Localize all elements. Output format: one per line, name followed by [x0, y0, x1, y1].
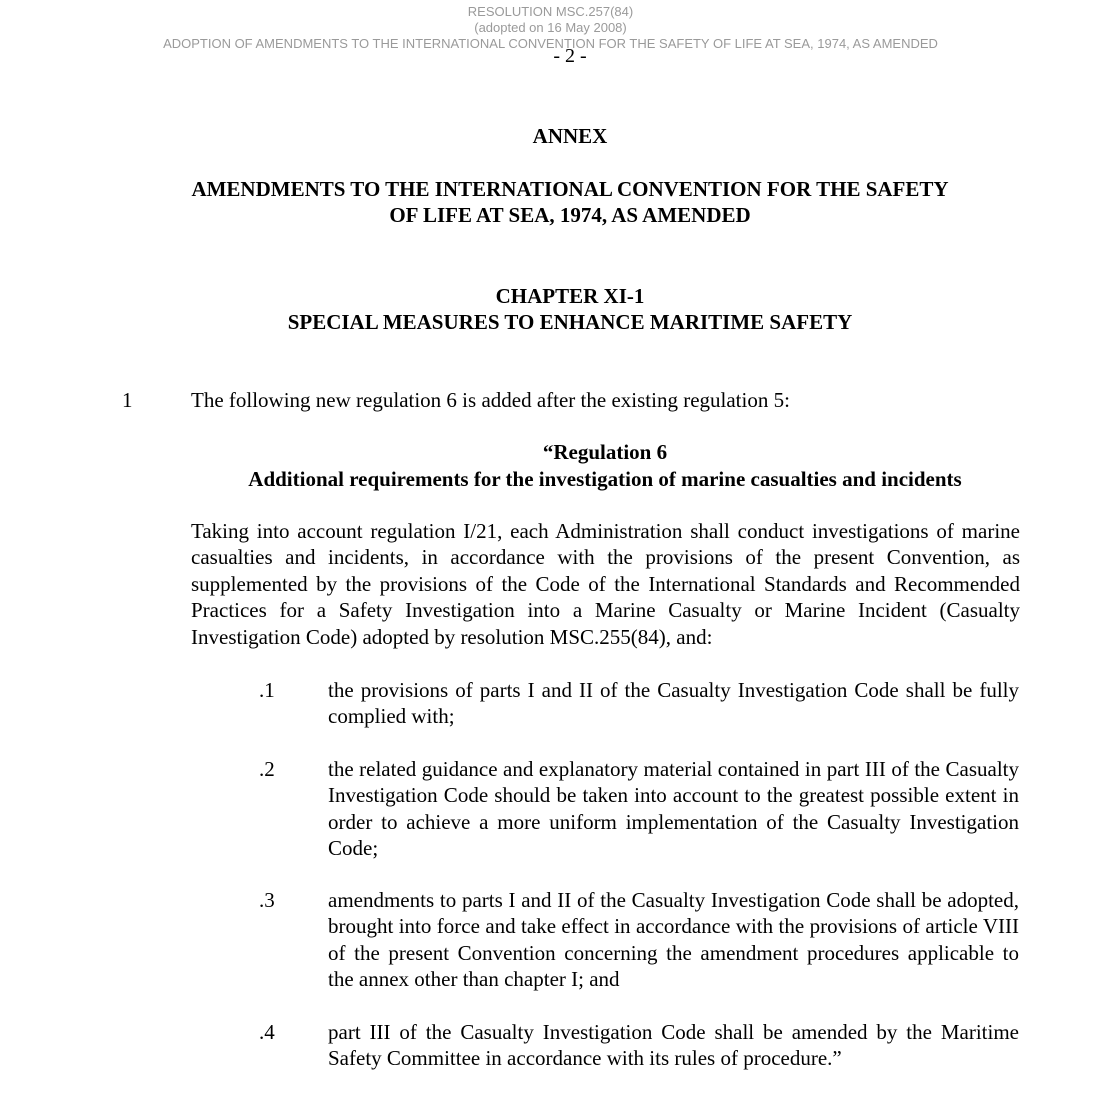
- list-item-text: the provisions of parts I and II of the Casualty Investigation Code shall be fully complied with;: [328, 678, 1019, 729]
- list-item-number: .1: [259, 678, 275, 702]
- list-item-text: the related guidance and explanatory material contained in part III of the Casualty Investigation Code should be taken into account to the greatest possible extent in order to achieve a more uniform implementation of the Casualty Investigation Code;: [328, 757, 1019, 861]
- regulation-title: Additional requirements for the investigation of marine casualties and incidents: [248, 467, 962, 491]
- paragraph-text: The following new regulation 6 is added after the existing regulation 5:: [191, 388, 790, 412]
- page-number: - 2 -: [553, 45, 587, 67]
- list-item-text: amendments to parts I and II of the Casualty Investigation Code shall be adopted, brought into force and take effect in accordance with the provisions of article VIII of the present Convention concerning the amendment procedures applicable to the annex other than chapter I; and: [328, 888, 1019, 992]
- list-item-text: part III of the Casualty Investigation Code shall be amended by the Maritime Safety Committee in accordance with its rules of procedure.”: [328, 1020, 1019, 1071]
- paragraph-number: 1: [122, 388, 133, 412]
- header-resolution: RESOLUTION MSC.257(84): [467, 4, 634, 19]
- header-title: ADOPTION OF AMENDMENTS TO THE INTERNATIONAL CONVENTION FOR THE SAFETY OF LIFE AT SEA, 1974, AS AMENDED: [163, 36, 938, 51]
- list-item-number: .3: [259, 888, 275, 912]
- annex-title-line-1: AMENDMENTS TO THE INTERNATIONAL CONVENTION FOR THE SAFETY: [191, 177, 949, 201]
- chapter-title: SPECIAL MEASURES TO ENHANCE MARITIME SAFETY: [287, 310, 853, 334]
- annex-label: ANNEX: [532, 124, 608, 148]
- header-adopted-date: (adopted on 16 May 2008): [474, 20, 627, 35]
- annex-title-line-2: OF LIFE AT SEA, 1974, AS AMENDED: [389, 203, 751, 227]
- list-item-number: .2: [259, 757, 275, 781]
- regulation-intro: Taking into account regulation I/21, each Administration shall conduct investigations of marine casualties and incidents, in accordance with the provisions of the present Convention, as supplemented by the provisions of the Code of the International Standards and Recommended Practices for a Safety Investigation into a Marine Casualty or Marine Incident (Casualty Investigation Code) adopted by resolution MSC.255(84), and:: [191, 519, 1020, 649]
- chapter-label: CHAPTER XI-1: [495, 284, 645, 308]
- list-item-number: .4: [259, 1020, 275, 1044]
- regulation-label: “Regulation 6: [542, 440, 668, 464]
